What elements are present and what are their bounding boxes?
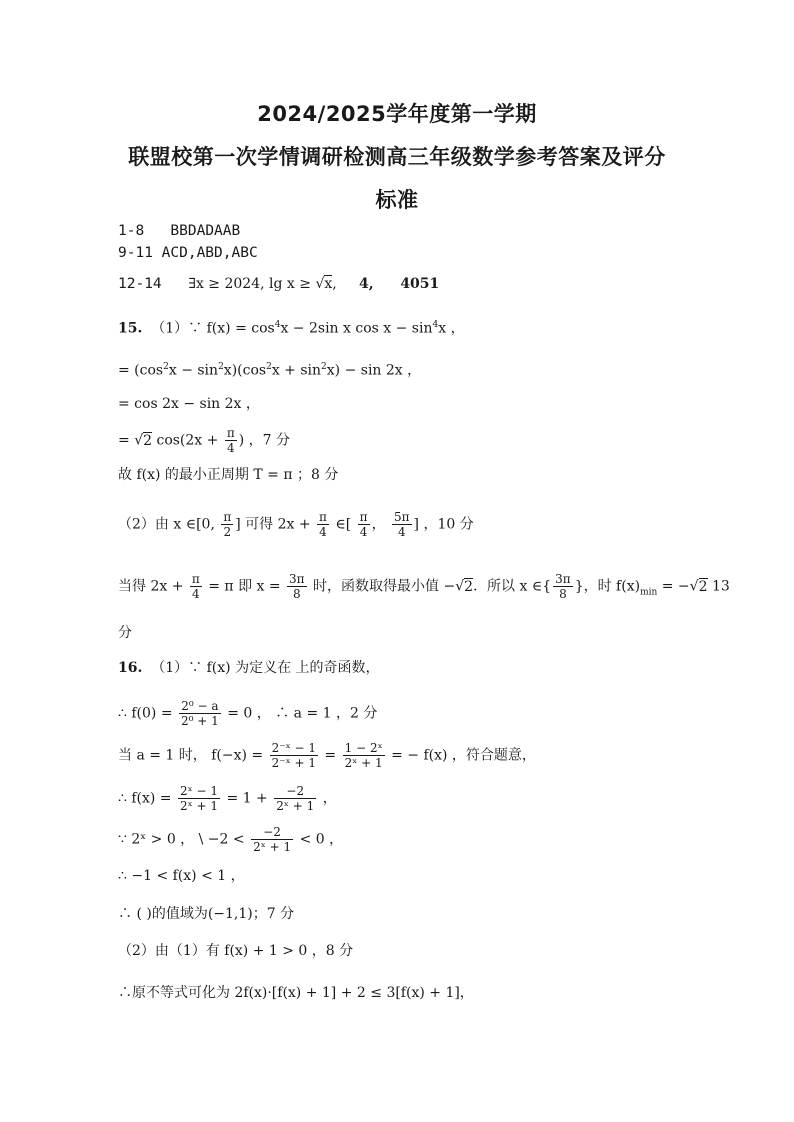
text: (x) — [621, 578, 641, 595]
text: 13 — [707, 578, 730, 595]
text: ] 可得 2x + — [235, 516, 316, 533]
q16-line-3 — [118, 741, 536, 770]
fraction: $\frac{5\pi}{4}$ — [394, 510, 410, 539]
q15-line-2: = $(\cos^2x - \sin^2x)(\cos^2x + \sin^2x) - \sin 2x$ ， — [118, 362, 422, 379]
q16-line-5 — [118, 825, 343, 854]
text: （1）∵ f(x) 为定义在 上的奇函数， — [151, 660, 380, 676]
sqrt-icon: √ — [689, 578, 699, 595]
fraction: $\frac{-2}{\text{2ˣ + 1}}$ — [276, 784, 315, 813]
text: 时，函数取得最小值 − — [308, 578, 456, 595]
q15-line-7 — [118, 572, 730, 602]
row-label: 12-14 — [118, 276, 162, 292]
q15-line-8: 分 — [118, 625, 132, 641]
q16-line-7: ∴ ( )的值域为(−1,1)；7 分 — [118, 906, 295, 922]
fraction: $\frac{3\pi}{8}$ — [289, 572, 305, 601]
text: = − f(x) ，符合题意， — [386, 747, 536, 764]
answers-row-9-11 — [118, 243, 258, 263]
fraction: $\frac{\pi}{4}$ — [319, 510, 327, 539]
text: = − — [657, 578, 690, 595]
title-line-2: 联盟校第一次学情调研检测高三年级数学参考答案及评分 — [128, 145, 666, 169]
text: ， — [318, 790, 337, 807]
fraction: $\frac{-2}{\text{2ˣ + 1}}$ — [253, 825, 292, 854]
q15-line-4 — [118, 426, 290, 455]
fraction: $\frac{\pi}{4}$ — [359, 510, 368, 539]
fraction: $\frac{\text{1 − 2ˣ}}{\text{2ˣ + 1}}$ — [344, 741, 383, 770]
text: = 1 + — [222, 790, 273, 807]
title-line-1: 2024/2025学年度第一学期 — [257, 102, 537, 126]
text: = π 即 x = — [203, 578, 286, 595]
text: = 0 ， ∴ a = 1 ，2 分 — [222, 705, 378, 722]
text: ，时 f — [583, 578, 622, 595]
comma: , — [332, 276, 337, 292]
text: = — [319, 747, 341, 764]
fraction: $\frac{3\pi}{8}$ — [555, 572, 571, 601]
text: x − 2sin x cos x − sin — [280, 320, 433, 337]
text: ] ，10 分 — [413, 516, 474, 533]
fraction: $\frac{\pi}{4}$ — [191, 572, 200, 601]
text: ．所以 x ∈ — [473, 578, 543, 595]
q15-line-6 — [118, 510, 474, 539]
sqrt-icon: √ — [315, 276, 325, 292]
sqrt-icon: √ — [134, 432, 144, 449]
q16-line-9: ∴原不等式可化为 2f(x)·[f(x) + 1] + 2 ≤ 3[f(x) + 1]， — [118, 985, 474, 1001]
row-value: ACD,ABD,ABC — [161, 245, 258, 261]
q16-line-4 — [118, 784, 337, 813]
text: ， — [371, 516, 391, 533]
text: x) − sin 2x ， — [326, 362, 422, 379]
text: 当得 2x + — [118, 578, 188, 595]
answer-14: 4051 — [400, 276, 440, 292]
q15-number: 15. — [118, 320, 143, 337]
title-line-3: 标准 — [375, 188, 419, 212]
fraction: $\frac{\pi}{2}$ — [223, 510, 232, 539]
text: < 0 ， — [295, 831, 344, 848]
answer-12: ∃x ≥ 2024, lg x ≥ — [188, 276, 316, 292]
right-brace-icon: } — [574, 578, 584, 595]
text: cos(2x + — [152, 432, 223, 449]
q15-line-1: 15. （1）∵ $f(x) = \cos^4x - 2\sin$ x $\cos x - \sin^4x$ ， — [118, 320, 465, 337]
text: x ， — [438, 320, 465, 337]
text: ∈[ — [330, 516, 356, 533]
answers-row-1-8 — [118, 221, 240, 241]
text: （1）∵ f(x) = cos — [151, 320, 275, 337]
q16-line-1 — [118, 658, 380, 678]
row-label: 1-8 — [118, 223, 145, 239]
sqrt-arg: x — [324, 276, 333, 292]
fraction: $\frac{\text{2⁻ˣ − 1}}{\text{2⁻ˣ + 1}}$ — [271, 741, 316, 770]
text: [0, — [196, 516, 220, 533]
sqrt-arg: 2 — [143, 432, 153, 449]
q15-line-3: = cos 2x − sin 2x ， — [118, 396, 260, 412]
sqrt-arg: 2 — [464, 578, 474, 595]
text: 当 a = 1 时， f(−x) = — [118, 747, 268, 764]
text: ) ，7 分 — [238, 432, 291, 449]
sqrt-arg: 2 — [698, 578, 708, 595]
fraction: $\frac{\pi}{4}$ — [226, 426, 235, 455]
text: x + sin — [271, 362, 322, 379]
q16-line-2 — [118, 699, 377, 728]
text: x)(cos — [223, 362, 267, 379]
left-brace-icon: { — [542, 578, 552, 595]
text: ∴ f(x) = — [118, 790, 176, 807]
text: = (cos — [118, 362, 164, 379]
sqrt-icon: √ — [455, 578, 465, 595]
q16-line-8: （2）由（1）有 f(x) + 1 > 0 ，8 分 — [118, 943, 354, 959]
q16-number: 16. — [118, 660, 143, 676]
answers-row-12-14 — [118, 274, 439, 294]
fraction: $\frac{\text{2ˣ − 1}}{\text{2ˣ + 1}}$ — [180, 784, 219, 813]
row-value: BBDADAAB — [170, 223, 241, 239]
q15-line-5: 故 f(x) 的最小正周期 T = π ；8 分 — [118, 467, 339, 483]
text: = — [118, 432, 135, 449]
text: （2）由 x ∈ — [118, 516, 197, 533]
fraction: $\frac{\text{2⁰ − a}}{\text{2⁰ + 1}}$ — [181, 699, 219, 728]
subscript: min — [640, 587, 658, 598]
text: x − sin — [168, 362, 219, 379]
answer-13: 4, — [358, 276, 374, 292]
q16-line-6: ∴ −1 < f(x) < 1 ， — [118, 868, 245, 884]
text: ∴ f(0) = — [118, 705, 178, 722]
row-label: 9-11 — [118, 245, 153, 261]
text: ∵ 2ˣ > 0 ， \ −2 < — [118, 831, 250, 848]
